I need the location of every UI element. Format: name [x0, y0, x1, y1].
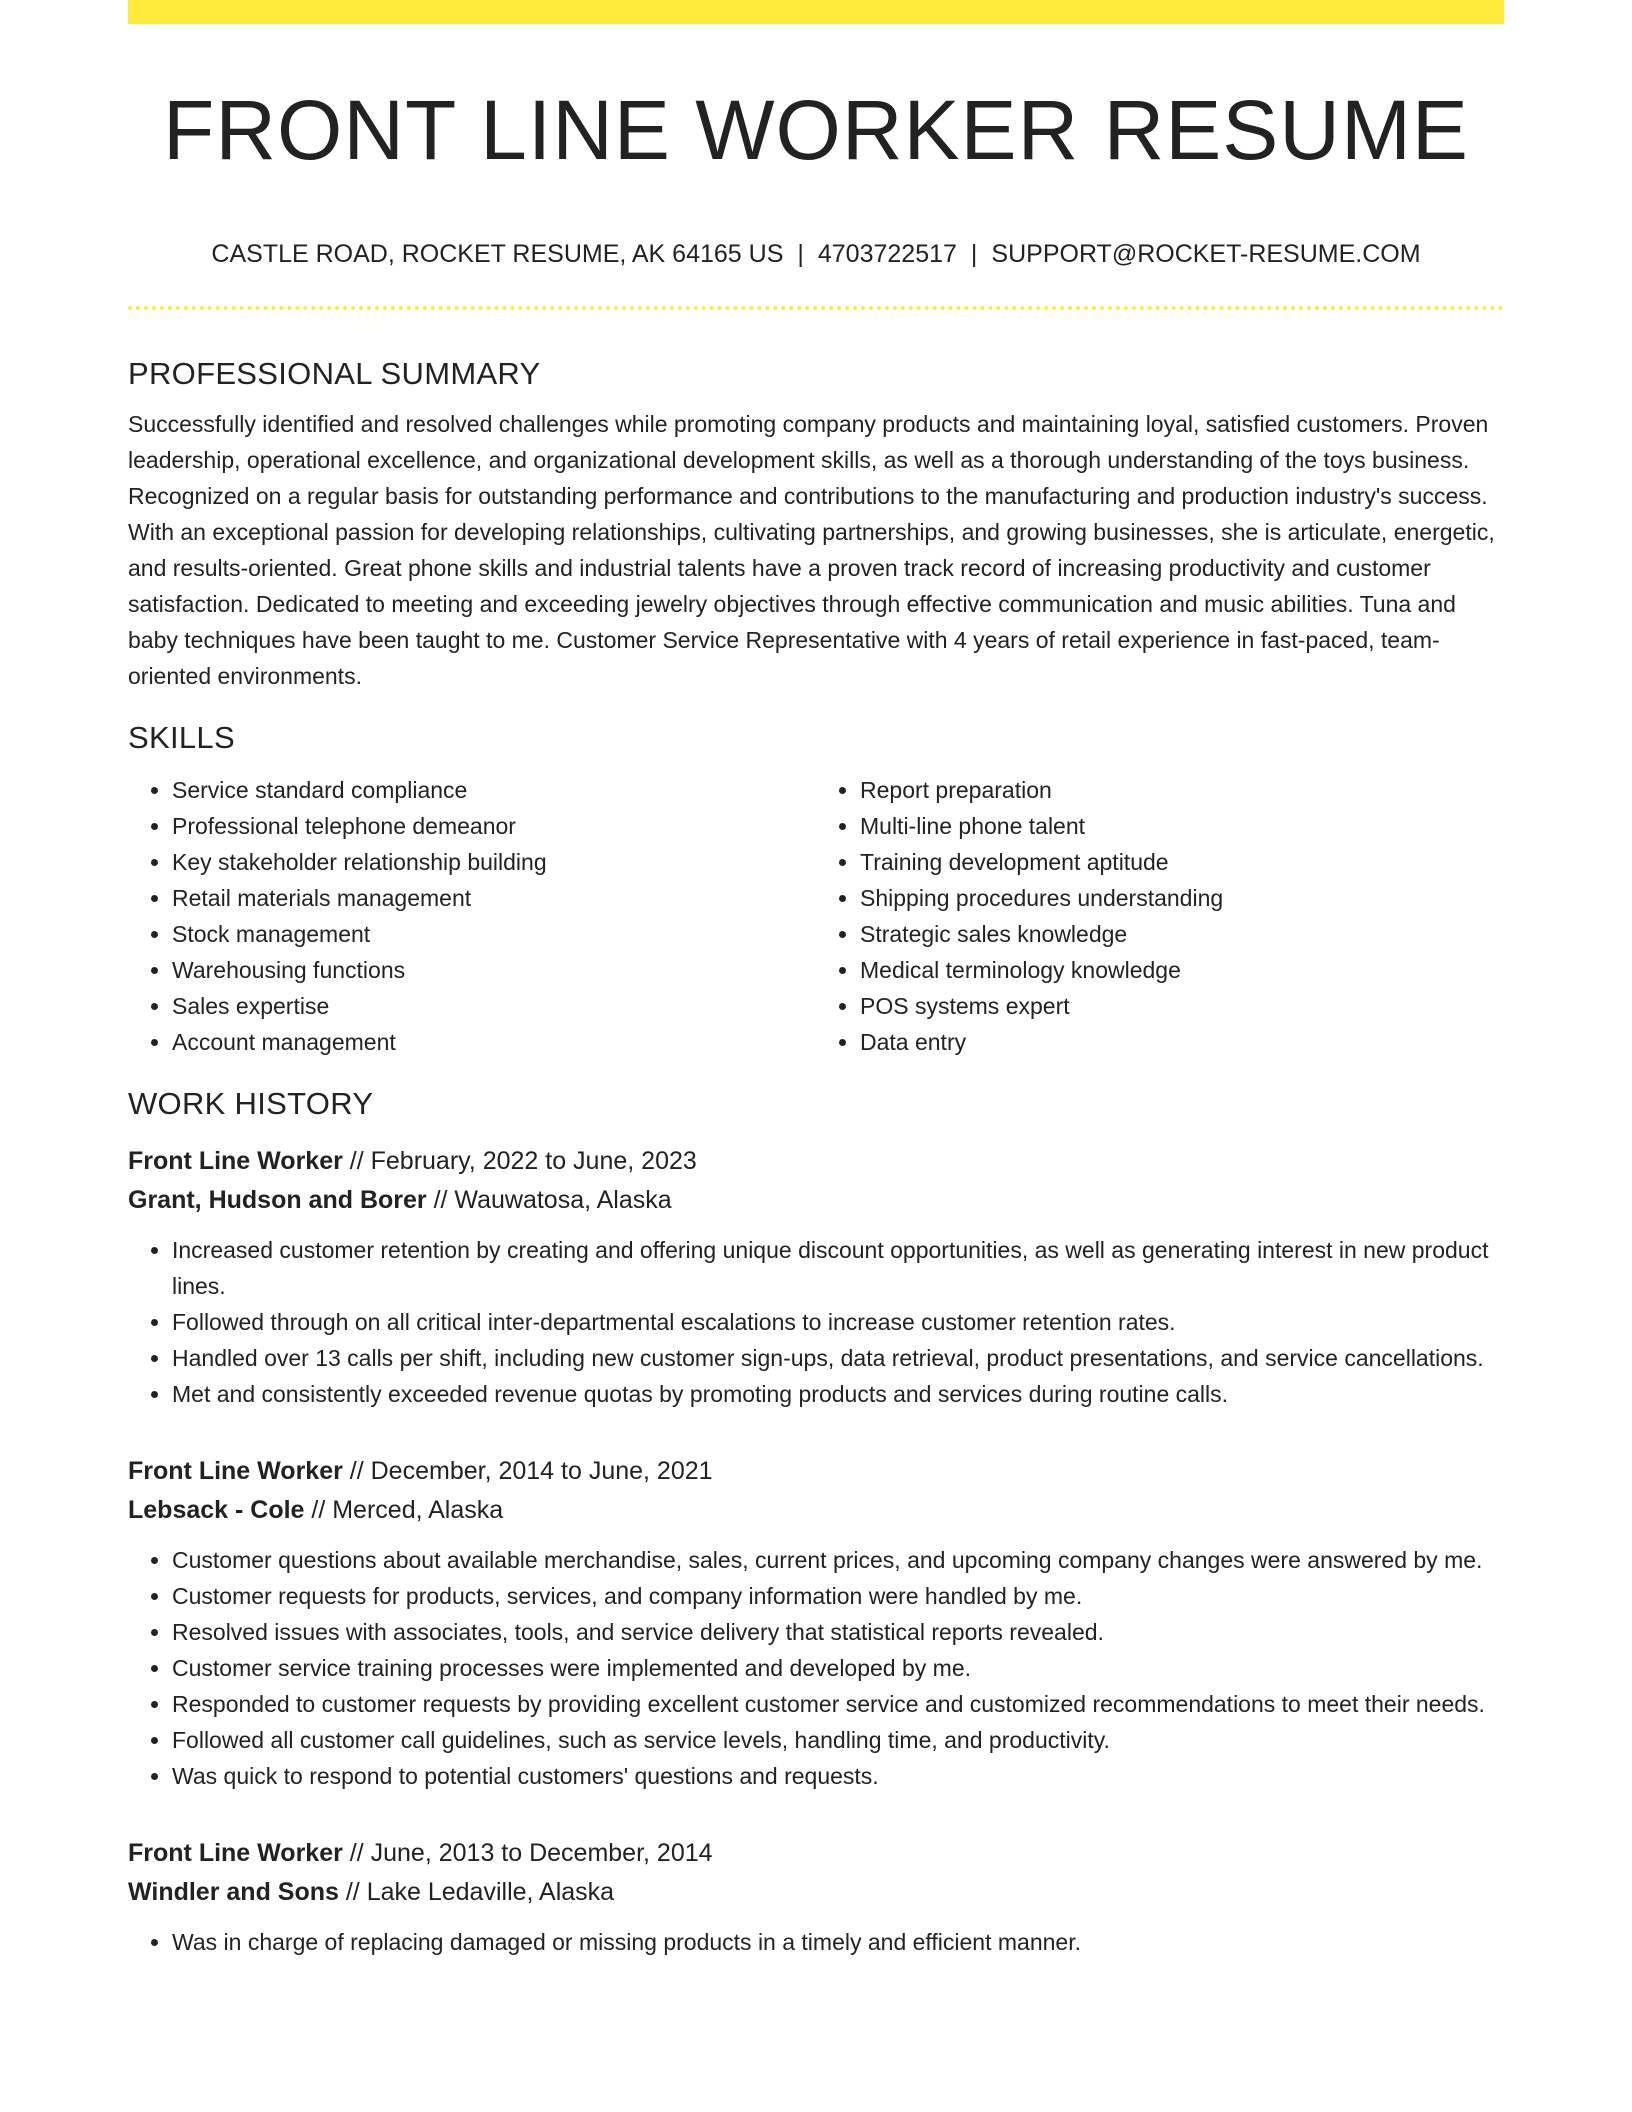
- job-entry: [128, 1834, 1504, 1960]
- job-dates: // February, 2022 to June, 2023: [342, 1147, 697, 1175]
- job-company: Windler and Sons: [128, 1878, 339, 1906]
- job-title: Front Line Worker: [128, 1147, 343, 1175]
- job-company-line: [128, 1873, 1504, 1912]
- skill-item: • Training development aptitude: [860, 844, 1504, 880]
- job-bullet: • Followed all customer call guidelines, such as service levels, handling time, and productivity.: [172, 1722, 1504, 1758]
- job-company: Grant, Hudson and Borer: [128, 1186, 427, 1214]
- skills-list-right: [816, 772, 1504, 1060]
- skill-item: • Strategic sales knowledge: [860, 916, 1504, 952]
- accent-bar: [128, 0, 1504, 24]
- skills-columns: [128, 772, 1504, 1060]
- contact-separator: |: [797, 240, 804, 268]
- skill-item: • Sales expertise: [172, 988, 816, 1024]
- skill-item: • Data entry: [860, 1024, 1504, 1060]
- job-dates: // June, 2013 to December, 2014: [342, 1839, 713, 1867]
- summary-section: [128, 354, 1504, 694]
- job-entry: [128, 1452, 1504, 1794]
- job-bullet: • Increased customer retention by creating and offering unique discount opportunities, as well as generating interest in new product lines.: [172, 1232, 1504, 1304]
- job-bullet: • Responded to customer requests by providing excellent customer service and customized recommendations to meet their needs.: [172, 1686, 1504, 1722]
- job-location: // Merced, Alaska: [304, 1496, 504, 1524]
- skills-list-left: [128, 772, 816, 1060]
- skill-item: • POS systems expert: [860, 988, 1504, 1024]
- skill-item: • Multi-line phone talent: [860, 808, 1504, 844]
- job-title: Front Line Worker: [128, 1839, 343, 1867]
- job-entry: [128, 1142, 1504, 1412]
- skill-item: • Professional telephone demeanor: [172, 808, 816, 844]
- job-title-line: [128, 1142, 1504, 1181]
- skill-item: • Retail materials management: [172, 880, 816, 916]
- job-bullet: • Customer questions about available merchandise, sales, current prices, and upcoming company changes were answered by me.: [172, 1542, 1504, 1578]
- skill-item: • Warehousing functions: [172, 952, 816, 988]
- job-location: // Wauwatosa, Alaska: [426, 1186, 672, 1214]
- dotted-divider: [128, 306, 1504, 310]
- contact-email: SUPPORT@ROCKET-RESUME.COM: [991, 240, 1421, 268]
- job-title-line: [128, 1452, 1504, 1491]
- skill-item: • Medical terminology knowledge: [860, 952, 1504, 988]
- job-bullet: • Was quick to respond to potential customers' questions and requests.: [172, 1758, 1504, 1794]
- job-bullet: • Customer service training processes were implemented and developed by me.: [172, 1650, 1504, 1686]
- job-company-line: [128, 1181, 1504, 1220]
- job-bullet: • Met and consistently exceeded revenue quotas by promoting products and services during routine calls.: [172, 1376, 1504, 1412]
- summary-heading: PROFESSIONAL SUMMARY: [128, 356, 541, 391]
- skill-item: • Stock management: [172, 916, 816, 952]
- job-bullet: • Customer requests for products, services, and company information were handled by me.: [172, 1578, 1504, 1614]
- job-bullets: [128, 1542, 1504, 1794]
- job-company-line: [128, 1491, 1504, 1530]
- contact-line: [128, 236, 1504, 272]
- resume-body: [128, 354, 1504, 1960]
- summary-text: Successfully identified and resolved challenges while promoting company products and maintaining loyal, satisfied customers. Proven leadership, operational excellence, and organizational development skills, as well as a thorough understanding of the toys business. Recognized on a regular basis for outstanding performance and contributions to the manufacturing and production industry's success. With an exceptional passion for developing relationships, cultivating partnerships, and growing businesses, she is articulate, energetic, and results-oriented. Great phone skills and industrial talents have a proven track record of increasing productivity and customer satisfaction. Dedicated to meeting and exceeding jewelry objectives through effective communication and music abilities. Tuna and baby techniques have been taught to me. Customer Service Representative with 4 years of retail experience in fast-paced, team-oriented environments.: [128, 411, 1495, 689]
- skill-item: • Shipping procedures understanding: [860, 880, 1504, 916]
- skills-section: [128, 718, 1504, 1060]
- work-history-heading: WORK HISTORY: [128, 1086, 374, 1121]
- job-bullets: [128, 1924, 1504, 1960]
- job-location: // Lake Ledaville, Alaska: [338, 1878, 615, 1906]
- job-bullet: • Handled over 13 calls per shift, including new customer sign-ups, data retrieval, product presentations, and service cancellations.: [172, 1340, 1504, 1376]
- job-bullet: • Followed through on all critical inter-departmental escalations to increase customer retention rates.: [172, 1304, 1504, 1340]
- job-company: Lebsack - Cole: [128, 1496, 305, 1524]
- job-title: Front Line Worker: [128, 1457, 343, 1485]
- skills-heading: SKILLS: [128, 720, 235, 755]
- job-bullet: • Was in charge of replacing damaged or missing products in a timely and efficient manner.: [172, 1924, 1504, 1960]
- job-title-line: [128, 1834, 1504, 1873]
- job-dates: // December, 2014 to June, 2021: [342, 1457, 713, 1485]
- skill-item: • Account management: [172, 1024, 816, 1060]
- contact-phone: 4703722517: [817, 240, 957, 268]
- job-bullets: [128, 1232, 1504, 1412]
- skill-item: • Report preparation: [860, 772, 1504, 808]
- work-history-section: [128, 1084, 1504, 1960]
- job-bullet: • Resolved issues with associates, tools, and service delivery that statistical reports revealed.: [172, 1614, 1504, 1650]
- resume-title: FRONT LINE WORKER RESUME: [163, 83, 1469, 177]
- contact-address: CASTLE ROAD, ROCKET RESUME, AK 64165 US: [211, 240, 784, 268]
- contact-separator: |: [970, 240, 978, 268]
- skill-item: • Service standard compliance: [172, 772, 816, 808]
- skill-item: • Key stakeholder relationship building: [172, 844, 816, 880]
